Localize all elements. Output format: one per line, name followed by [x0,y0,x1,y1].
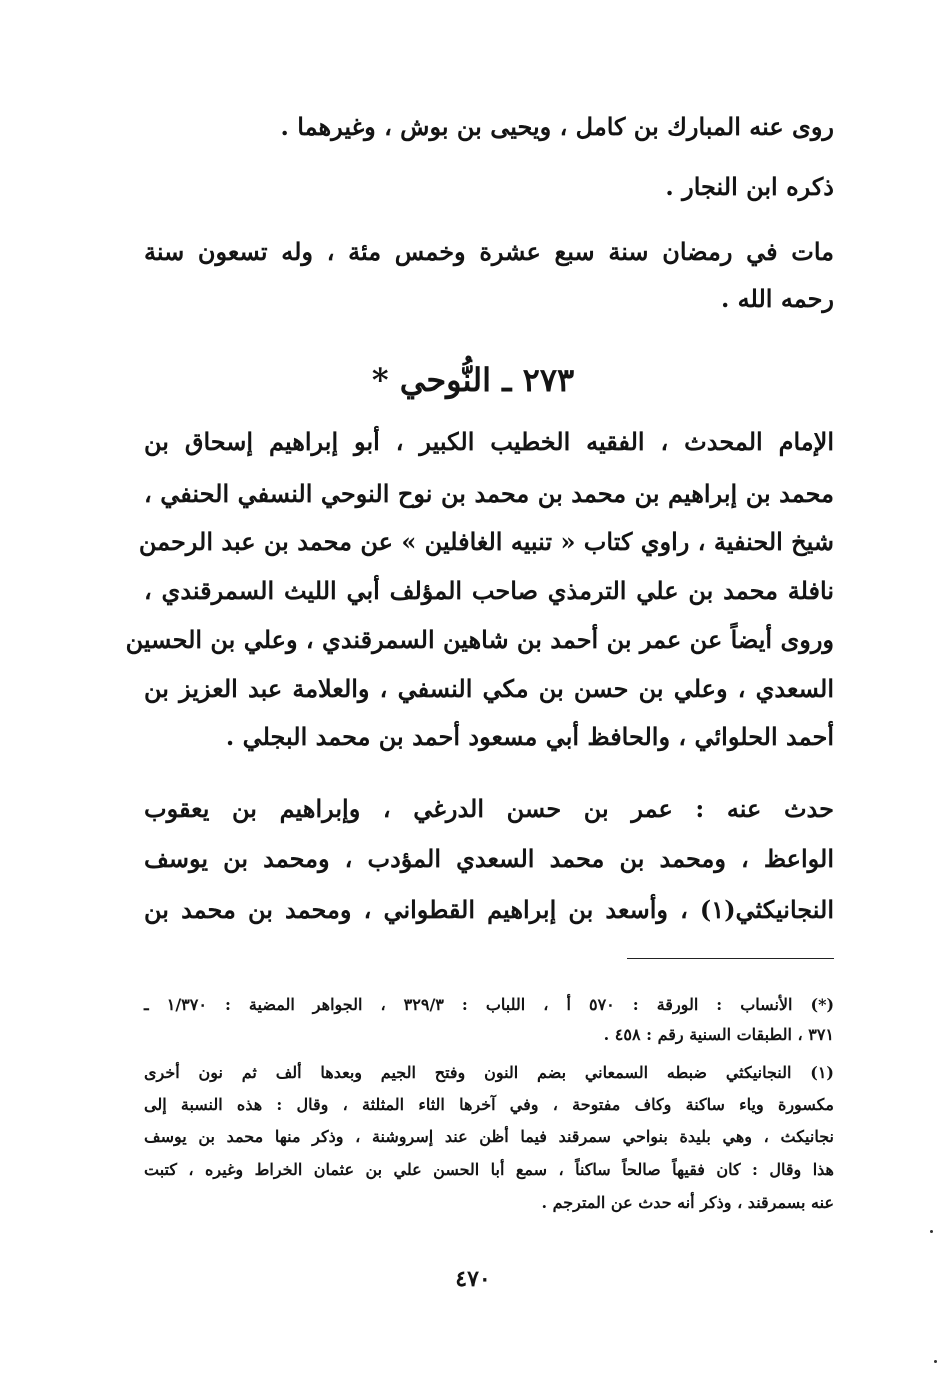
scan-speck [930,1230,933,1233]
footnote-line: ٣٧١ ، الطبقات السنية رقم : ٤٥٨ . [603,1025,834,1044]
footnote-line: (١) النجانيكثي ضبطه السمعاني بضم النون وفتح الجيم وبعدها ألف ثم نون أخرى [144,1063,834,1082]
footnote-separator [627,958,834,959]
text-line: وروى أيضاً عن عمر بن أحمد بن شاهين السمرقندي ، وعلي بن الحسين [125,625,834,654]
text-line: أحمد الحلوائي ، والحافظ أبي مسعود أحمد بن محمد البجلي . [225,722,834,751]
scan-speck [934,1360,937,1363]
footnote-line: عنه بسمرقند ، وذكر أنه حدث عن المترجم . [541,1193,834,1212]
text-line: روى عنه المبارك بن كامل ، ويحيى بن بوش ، وغيرهما . [280,112,834,141]
footnote-line: مكسورة وياء ساكنة وكاف مفتوحة ، وفي آخرها الثاء المثلثة ، وقال : هذه النسبة إلى [144,1095,835,1114]
text-line: ذكره ابن النجار . [665,172,834,201]
footnote-line: (*) الأنساب : الورقة : ٥٧٠ أ ، اللباب : ٣٢٩/٣ ، الجواهر المضية : ١/٣٧٠ ـ [144,995,835,1014]
text-line: شيخ الحنفية ، راوي كتاب « تنبيه الغافلين » عن محمد بن عبد الرحمن [138,527,834,556]
text-line: حدث عنه : عمر بن حسن الدرغي ، وإبراهيم بن يعقوب [144,794,834,823]
text-line: رحمه الله . [720,284,834,313]
text-line: النجانيكثي(١) ، وأسعد بن إبراهيم القطواني ، ومحمد بن محمد بن [144,895,834,924]
entry-heading: ٢٧٣ ـ النُّوحي * [371,361,575,399]
text-line: مات في رمضان سنة سبع عشرة وخمس مئة ، وله تسعون سنة [144,237,834,266]
footnote-line: هذا وقال : كان فقيهاً صالحاً ساكناً ، سمع أبا الحسن علي بن عثمان الخراط وغيره ، كتبت [144,1160,834,1179]
text-line: السعدي ، وعلي بن حسن بن مكي النسفي ، والعلامة عبد العزيز بن [144,674,834,703]
footnote-line: نجانيكث ، وهي بليدة بنواحي سمرقند فيما أظن عند إسروشنة ، وذكر منها محمد بن يوسف [144,1127,834,1146]
page-number: ٤٧٠ [455,1266,491,1292]
text-line: محمد بن إبراهيم بن محمد بن محمد بن نوح النوحي النسفي الحنفي ، [144,479,834,508]
text-line: الواعظ ، ومحمد بن محمد السعدي المؤدب ، ومحمد بن يوسف [144,844,834,873]
text-line: الإمام المحدث ، الفقيه الخطيب الكبير ، أبو إبراهيم إسحاق بن [144,427,834,456]
text-line: نافلة محمد بن علي الترمذي صاحب المؤلف أبي الليث السمرقندي ، [144,576,834,605]
